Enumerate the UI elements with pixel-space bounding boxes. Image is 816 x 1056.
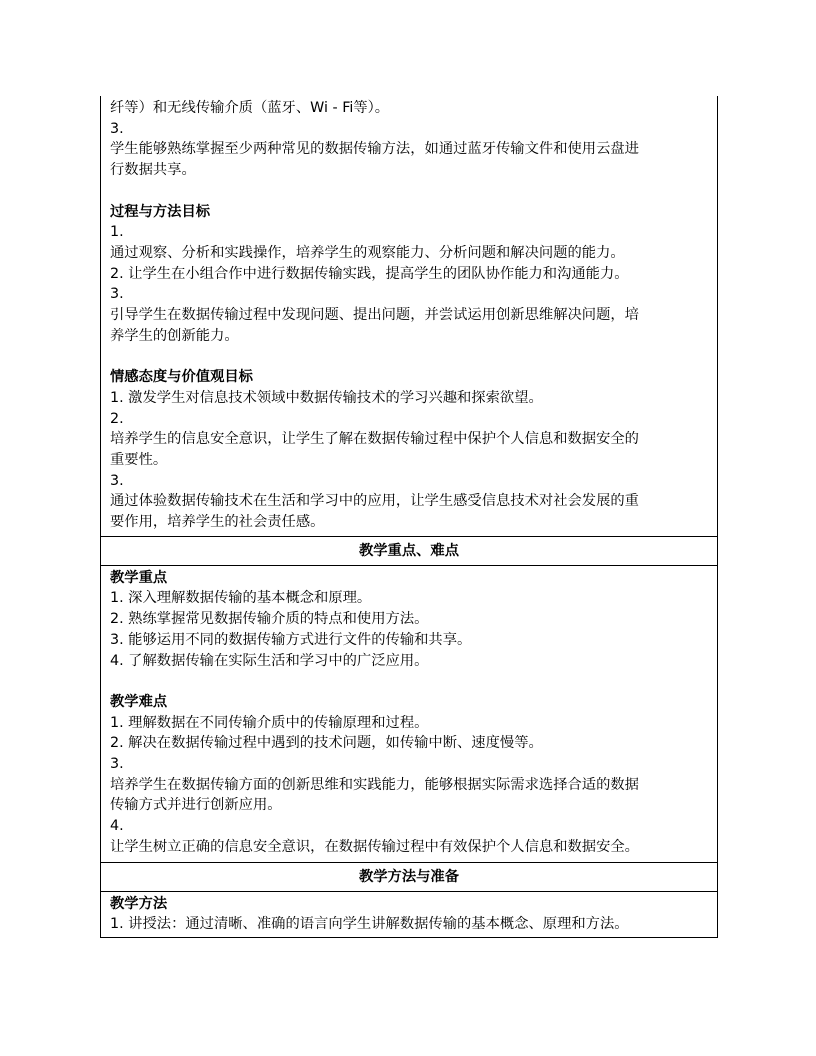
list-item: 3. 能够运用不同的数据传输方式进行文件的传输和共享。 — [110, 631, 472, 648]
text-line: 纤等）和无线传输介质（蓝牙、Wi - Fi等）。 — [110, 100, 390, 116]
list-item: 4. — [110, 818, 124, 835]
list-item: 传输方式并进行创新应用。 — [110, 797, 282, 814]
difficulty-lines — [110, 713, 708, 858]
text-line: 通过体验数据传输技术在生活和学习中的应用，让学生感受信息技术对社会发展的重 — [110, 493, 639, 510]
methods-heading: 教学方法 — [110, 895, 168, 912]
focus-lines — [110, 588, 708, 671]
text-line: 要作用，培养学生的社会责任感。 — [110, 514, 325, 531]
list-item: 1. 理解数据在不同传输介质中的传输原理和过程。 — [110, 714, 429, 731]
text-line: 养学生的创新能力。 — [110, 327, 239, 344]
emotion-heading: 情感态度与价值观目标 — [110, 369, 253, 386]
text-line: 学生能够熟练掌握至少两种常见的数据传输方法，如通过蓝牙传输文件和使用云盘进 — [110, 141, 639, 158]
text-line: 1. 激发学生对信息技术领域中数据传输技术的学习兴趣和探索欲望。 — [110, 389, 543, 406]
text-line: 行数据共享。 — [110, 162, 196, 179]
text-line: 通过观察、分析和实践操作，培养学生的观察能力、分析问题和解决问题的能力。 — [110, 244, 625, 261]
text-line: 重要性。 — [110, 451, 168, 468]
section-header-key-points: 教学重点、难点 — [100, 536, 718, 565]
process-heading: 过程与方法目标 — [110, 203, 211, 220]
objectives-cell — [100, 96, 718, 536]
list-item: 让学生树立正确的信息安全意识，在数据传输过程中有效保护个人信息和数据安全。 — [110, 838, 639, 855]
list-item: 培养学生在数据传输方面的创新思维和实践能力，能够根据实际需求选择合适的数据 — [110, 776, 639, 793]
text-line: 3. — [110, 472, 124, 489]
methods-cell — [100, 891, 718, 938]
lesson-plan-table — [100, 96, 718, 938]
text-line: 3. — [110, 286, 124, 303]
list-item: 1. 深入理解数据传输的基本概念和原理。 — [110, 590, 372, 607]
key-points-cell — [100, 565, 718, 862]
text-line: 培养学生的信息安全意识，让学生了解在数据传输过程中保护个人信息和数据安全的 — [110, 431, 639, 448]
text-line: 2. — [110, 410, 124, 427]
process-lines — [110, 222, 708, 346]
section-header-methods: 教学方法与准备 — [100, 862, 718, 891]
emotion-lines — [110, 388, 708, 533]
list-item: 4. 了解数据传输在实际生活和学习中的广泛应用。 — [110, 652, 429, 669]
text-line: 2. 让学生在小组合作中进行数据传输实践，提高学生的团队协作能力和沟通能力。 — [110, 265, 629, 282]
text-line: 1. — [110, 224, 124, 241]
text-line: 引导学生在数据传输过程中发现问题、提出问题，并尝试运用创新思维解决问题，培 — [110, 307, 639, 324]
list-item: 1. 讲授法：通过清晰、准确的语言向学生讲解数据传输的基本概念、原理和方法。 — [110, 916, 629, 933]
list-item: 2. 熟练掌握常见数据传输介质的特点和使用方法。 — [110, 611, 429, 628]
knowledge-lines — [110, 98, 708, 181]
list-item: 3. — [110, 756, 124, 773]
focus-heading: 教学重点 — [110, 569, 168, 586]
list-item: 2. 解决在数据传输过程中遇到的技术问题，如传输中断、速度慢等。 — [110, 735, 543, 752]
difficulty-heading: 教学难点 — [110, 693, 168, 710]
text-line: 3. — [110, 120, 124, 137]
